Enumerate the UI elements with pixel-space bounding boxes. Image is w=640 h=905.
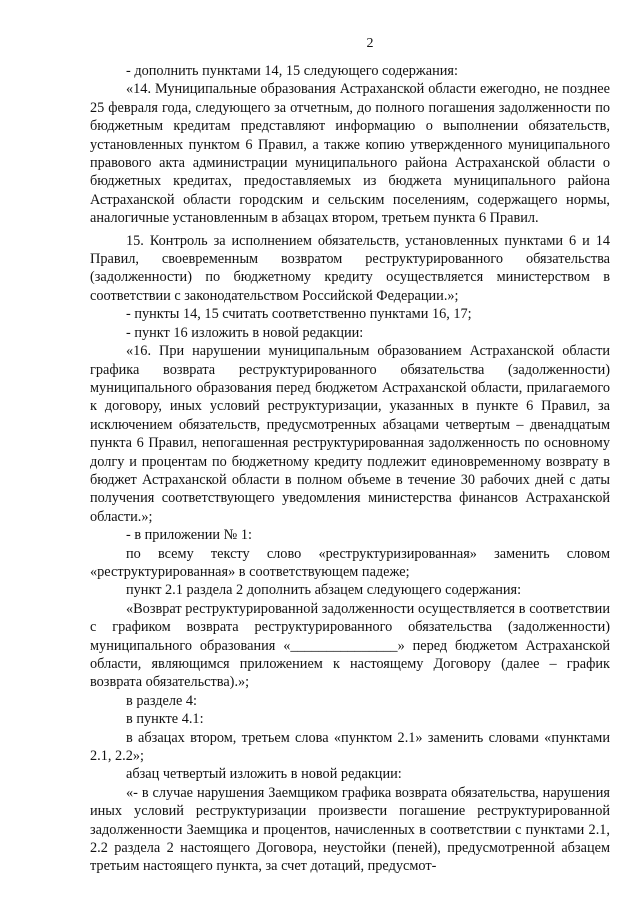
paragraph: пункт 2.1 раздела 2 дополнить абзацем следующего содержания:	[126, 582, 522, 599]
paragraph: «14. Муниципальные образования Астраханской области ежегодно, не позднее 25 февраля года, следующего за отчетным, до полного погашения задолженности по бюджетным кредитам представляют информацию о выполнении обязательств, установленных пунктом 6 Правил, а также копию утвержденного муниципального правового акта администрации муниципального района Астраханской области о бюджетных кредитах, предоставляемых из бюджета муниципального района Астраханской области городским и сельским поселениям, содержащего нормы, аналогичные установленным в абзацах втором, третьем пункта 6 Правил.	[90, 81, 610, 227]
paragraph: - пункты 14, 15 считать соответственно пунктами 16, 17;	[126, 306, 472, 323]
page-number: 2	[366, 36, 374, 51]
paragraph: 15. Контроль за исполнением обязательств, установленных пунктами 6 и 14 Правил, своевременным возвратом реструктурированного обязательства (задолженности) по бюджетному кредиту осуществляется министерством в соответствии с законодательством Российской Федерации.»;	[90, 232, 610, 304]
paragraph: в абзацах втором, третьем слова «пунктом 2.1» заменить словами «пунктами 2.1, 2.2»;	[90, 729, 610, 765]
document-body	[90, 62, 610, 876]
paragraph: по всему тексту слово «реструктуризированная» заменить словом «реструктурированная» в соответствующем падеже;	[90, 545, 610, 580]
paragraph: - пункт 16 изложить в новой редакции:	[126, 324, 364, 341]
paragraph: в разделе 4:	[126, 692, 198, 709]
paragraph: - дополнить пунктами 14, 15 следующего содержания:	[126, 63, 458, 79]
paragraph: «Возврат реструктурированной задолженности осуществляется в соответствии с графиком возврата реструктурированного обязательства (задолженности) муниципального образования «_______________» перед бюджетом Астраханской области, являющимся приложением к настоящему Договору (далее – график возврата обязательства).»;	[90, 600, 610, 691]
paragraph: абзац четвертый изложить в новой редакции:	[126, 766, 402, 783]
paragraph: «- в случае нарушения Заемщиком графика возврата обязательства, нарушения иных условий реструктуризации произвести погашение реструктурированной задолженности Заемщика и процентов, начисленных в соответствии с пунктами 2.1, 2.2 раздела 2 настоящего Договора, неустойки (пеней), предусмотренной абзацем третьим настоящего пункта, за счет дотаций, предусмот-	[90, 784, 610, 875]
paragraph: «16. При нарушении муниципальным образованием Астраханской области графика возврата реструктурированного обязательства (задолженности) муниципального образования перед бюджетом Астраханской области, прилагаемого к договору, иных условий реструктуризации, указанных в пункте 6 Правил, за исключением обязательств, предусмотренных абзацами четвертым – двенадцатым пункта 6 Правил, непогашенная реструктурированная задолженность по основному долгу и процентам по бюджетному кредиту подлежит единовременному возврату в бюджет Астраханской области в полном объеме в течение 30 рабочих дней с даты получения соответствующего уведомления министерства финансов Астраханской области.»;	[90, 343, 610, 525]
paragraph: в пункте 4.1:	[126, 711, 204, 728]
paragraph: - в приложении № 1:	[126, 527, 252, 544]
